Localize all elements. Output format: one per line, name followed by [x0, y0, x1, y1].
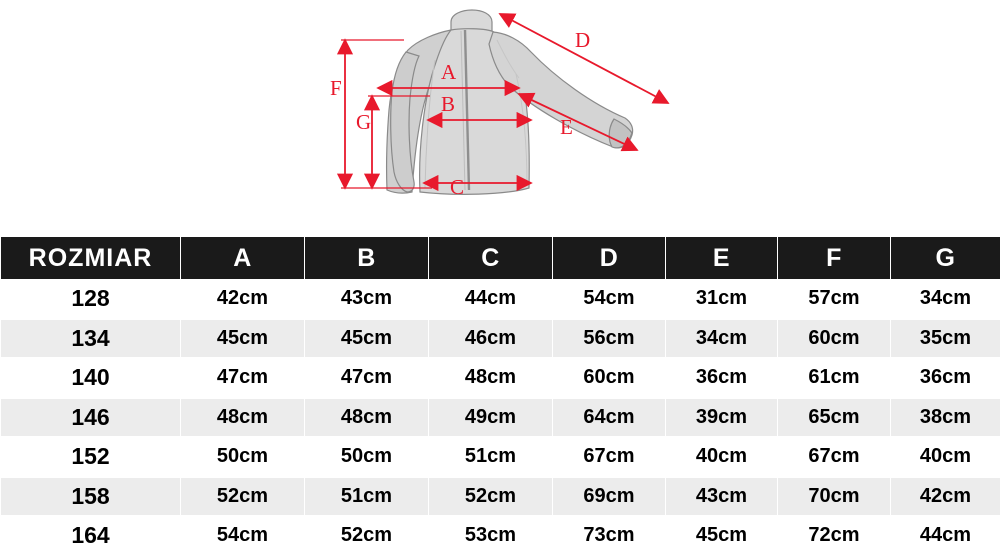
cell-b: 48cm — [305, 398, 429, 438]
cell-g: 44cm — [891, 516, 1000, 556]
cell-size: 158 — [1, 477, 181, 517]
cell-e: 36cm — [666, 358, 778, 398]
cell-e: 31cm — [666, 280, 778, 319]
cell-g: 36cm — [891, 358, 1000, 398]
cell-a: 45cm — [181, 319, 305, 359]
table-row — [1, 437, 1000, 477]
cell-g: 42cm — [891, 477, 1000, 517]
cell-d: 67cm — [553, 437, 666, 477]
size-table — [0, 236, 1000, 557]
table-header-row — [1, 237, 1000, 280]
cell-c: 51cm — [429, 437, 553, 477]
jacket-diagram — [0, 0, 1000, 236]
cell-b: 50cm — [305, 437, 429, 477]
cell-a: 54cm — [181, 516, 305, 556]
cell-b: 43cm — [305, 280, 429, 319]
cell-f: 70cm — [778, 477, 891, 517]
cell-a: 47cm — [181, 358, 305, 398]
table-row — [1, 477, 1000, 517]
cell-d: 69cm — [553, 477, 666, 517]
dim-label-D: D — [575, 30, 590, 51]
table-body — [1, 280, 1000, 556]
cell-d: 73cm — [553, 516, 666, 556]
cell-c: 46cm — [429, 319, 553, 359]
cell-b: 47cm — [305, 358, 429, 398]
cell-d: 64cm — [553, 398, 666, 438]
cell-size: 140 — [1, 358, 181, 398]
cell-f: 60cm — [778, 319, 891, 359]
cell-c: 48cm — [429, 358, 553, 398]
cell-f: 65cm — [778, 398, 891, 438]
cell-size: 128 — [1, 280, 181, 319]
column-header-g: G — [891, 237, 1000, 280]
cell-g: 35cm — [891, 319, 1000, 359]
cell-size: 134 — [1, 319, 181, 359]
column-header-rozmiar: ROZMIAR — [1, 237, 181, 280]
cell-f: 57cm — [778, 280, 891, 319]
cell-c: 52cm — [429, 477, 553, 517]
cell-e: 40cm — [666, 437, 778, 477]
cell-c: 53cm — [429, 516, 553, 556]
dim-label-B: B — [441, 94, 455, 115]
column-header-b: B — [305, 237, 429, 280]
dim-label-G: G — [356, 112, 371, 133]
cell-b: 51cm — [305, 477, 429, 517]
jacket-illustration — [0, 0, 1000, 236]
table-header — [1, 237, 1000, 280]
dim-label-C: C — [450, 177, 464, 198]
jacket-shape — [387, 10, 633, 194]
cell-a: 52cm — [181, 477, 305, 517]
column-header-d: D — [553, 237, 666, 280]
cell-g: 40cm — [891, 437, 1000, 477]
cell-a: 42cm — [181, 280, 305, 319]
column-header-a: A — [181, 237, 305, 280]
cell-f: 72cm — [778, 516, 891, 556]
cell-a: 48cm — [181, 398, 305, 438]
cell-g: 34cm — [891, 280, 1000, 319]
table-row — [1, 358, 1000, 398]
cell-size: 164 — [1, 516, 181, 556]
column-header-f: F — [778, 237, 891, 280]
dim-label-F: F — [330, 78, 342, 99]
cell-f: 61cm — [778, 358, 891, 398]
dim-label-E: E — [560, 117, 573, 138]
cell-size: 152 — [1, 437, 181, 477]
cell-size: 146 — [1, 398, 181, 438]
column-header-c: C — [429, 237, 553, 280]
column-header-e: E — [666, 237, 778, 280]
cell-a: 50cm — [181, 437, 305, 477]
table-row — [1, 516, 1000, 556]
cell-c: 49cm — [429, 398, 553, 438]
cell-d: 60cm — [553, 358, 666, 398]
cell-d: 56cm — [553, 319, 666, 359]
cell-g: 38cm — [891, 398, 1000, 438]
cell-e: 45cm — [666, 516, 778, 556]
cell-e: 39cm — [666, 398, 778, 438]
cell-c: 44cm — [429, 280, 553, 319]
table-row — [1, 319, 1000, 359]
dim-label-A: A — [441, 62, 456, 83]
cell-f: 67cm — [778, 437, 891, 477]
cell-e: 43cm — [666, 477, 778, 517]
table-row — [1, 398, 1000, 438]
cell-e: 34cm — [666, 319, 778, 359]
cell-b: 45cm — [305, 319, 429, 359]
table-row — [1, 280, 1000, 319]
cell-b: 52cm — [305, 516, 429, 556]
cell-d: 54cm — [553, 280, 666, 319]
